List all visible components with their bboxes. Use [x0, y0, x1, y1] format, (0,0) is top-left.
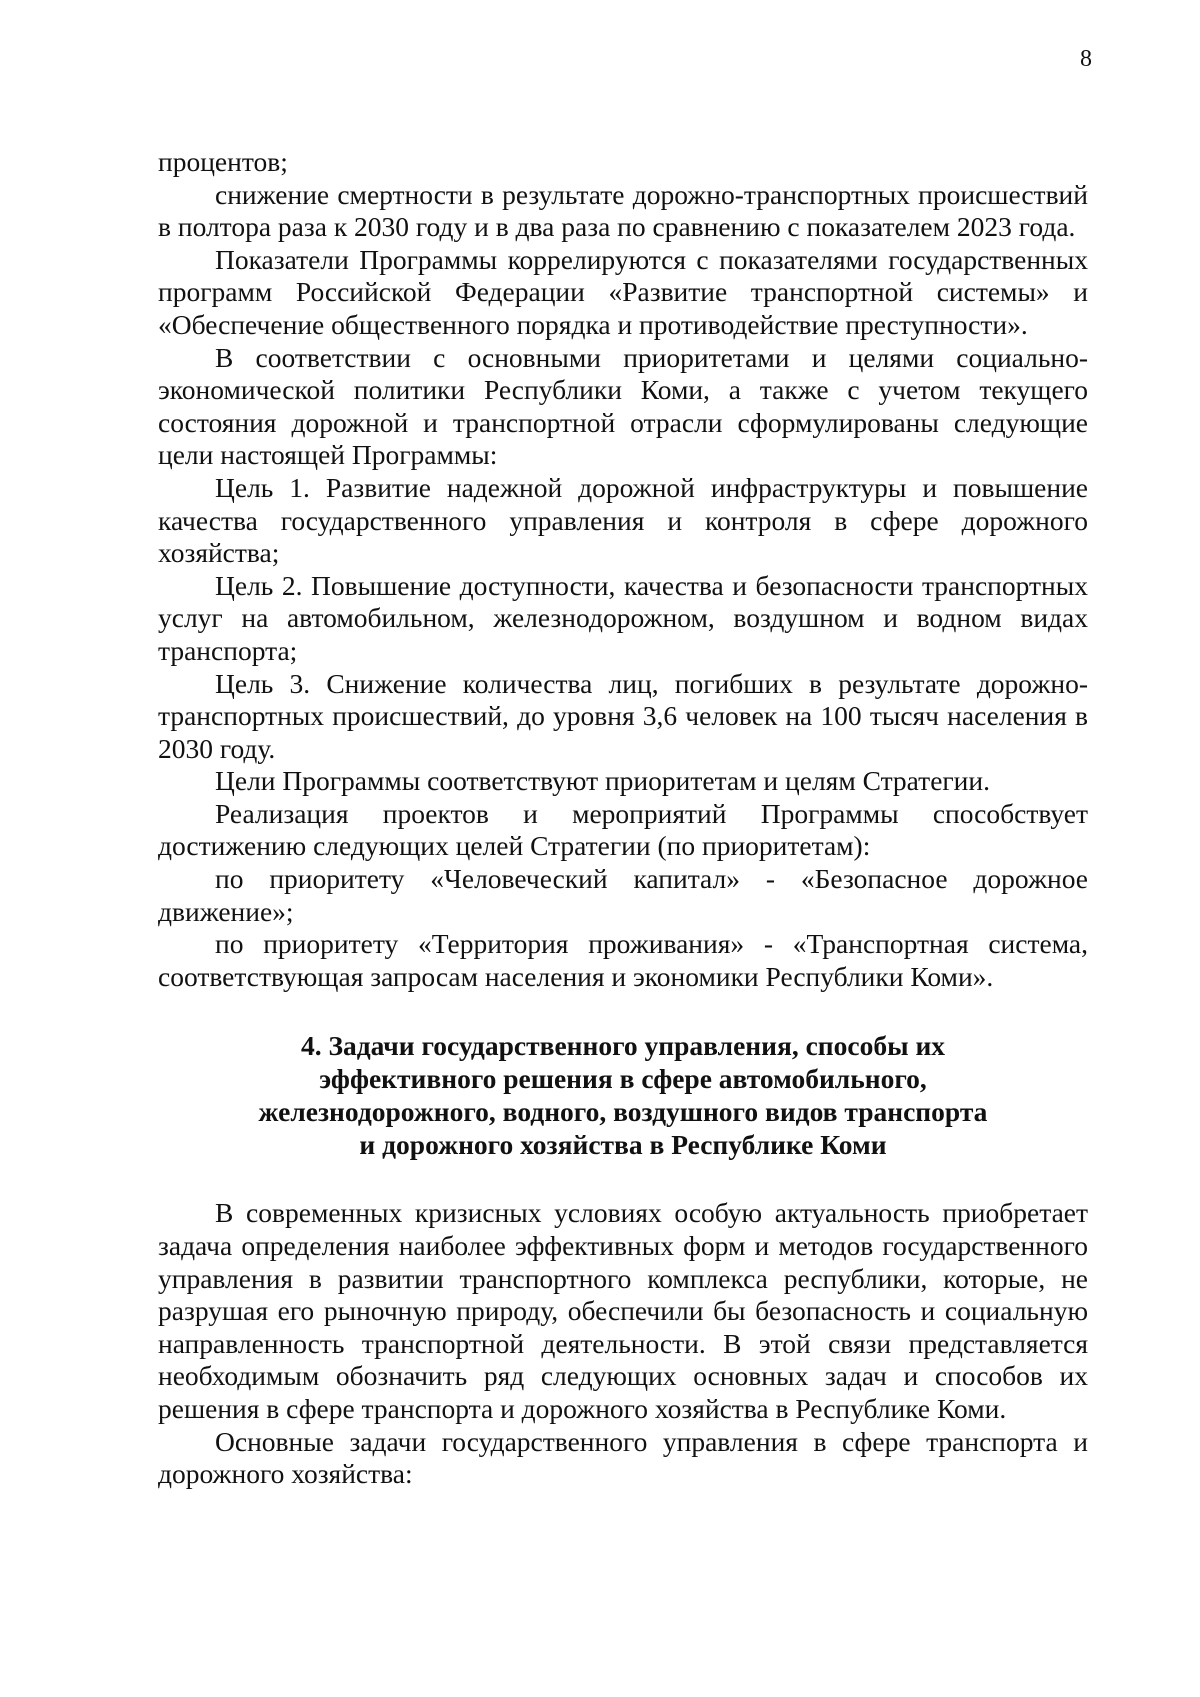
section-heading-line: и дорожного хозяйства в Республике Коми: [359, 1129, 887, 1161]
section-heading-line: железнодорожного, водного, воздушного видов транспорта: [258, 1096, 988, 1128]
paragraph-goal-3: Цель 3. Снижение количества лиц, погибших в результате дорожно-транспортных происшествий, до уровня 3,6 человек на 100 тысяч населения в 2030 году.: [158, 667, 1088, 764]
paragraph: Реализация проектов и мероприятий Программы способствует достижению следующих целей Стратегии (по приоритетам):: [158, 797, 1088, 862]
page-number: 8: [1080, 46, 1092, 72]
document-body: [158, 146, 1088, 1491]
paragraph: В современных кризисных условиях особую актуальность приобретает задача определения наиболее эффективных форм и методов государственного управления в развитии транспортного комплекса республики, которые, не разрушая его рыночную природу, обеспечили бы безопасность и социальную направленность транспортной деятельности. В этой связи представляется необходимым обозначить ряд следующих основных задач и способов их решения в сфере транспорта и дорожного хозяйства в Республике Коми.: [158, 1197, 1088, 1424]
section-heading-line: 4. Задачи государственного управления, способы их: [300, 1030, 946, 1062]
paragraph: Цели Программы соответствуют приоритетам и целям Стратегии.: [215, 765, 990, 797]
paragraph: Показатели Программы коррелируются с показателями государственных программ Российской Федерации «Развитие транспортной системы» и «Обеспечение общественного порядка и противодействие преступности».: [158, 243, 1088, 340]
paragraph: снижение смертности в результате дорожно-транспортных происшествий в полтора раза к 2030 году и в два раза по сравнению с показателем 2023 года.: [158, 178, 1088, 243]
paragraph: по приоритету «Территория проживания» - «Транспортная система, соответствующая запросам населения и экономики Республики Коми».: [158, 928, 1088, 992]
paragraph: Основные задачи государственного управления в сфере транспорта и дорожного хозяйства:: [158, 1425, 1088, 1490]
paragraph-goal-1: Цель 1. Развитие надежной дорожной инфраструктуры и повышение качества государственного управления и контроля в сфере дорожного хозяйства;: [158, 471, 1088, 569]
paragraph-goal-2: Цель 2. Повышение доступности, качества и безопасности транспортных услуг на автомобильном, железнодорожном, воздушном и водном видах транспорта;: [158, 569, 1088, 666]
paragraph: В соответствии с основными приоритетами и целями социально-экономической политики Республики Коми, а также с учетом текущего состояния дорожной и транспортной отрасли сформулированы следующие цели настоящей Программы:: [158, 341, 1088, 471]
paragraph: по приоритету «Человеческий капитал» - «Безопасное дорожное движение»;: [158, 863, 1088, 927]
section-heading-line: эффективного решения в сфере автомобильного,: [319, 1063, 927, 1095]
paragraph: процентов;: [158, 146, 288, 177]
section-heading: [158, 1029, 1088, 1161]
